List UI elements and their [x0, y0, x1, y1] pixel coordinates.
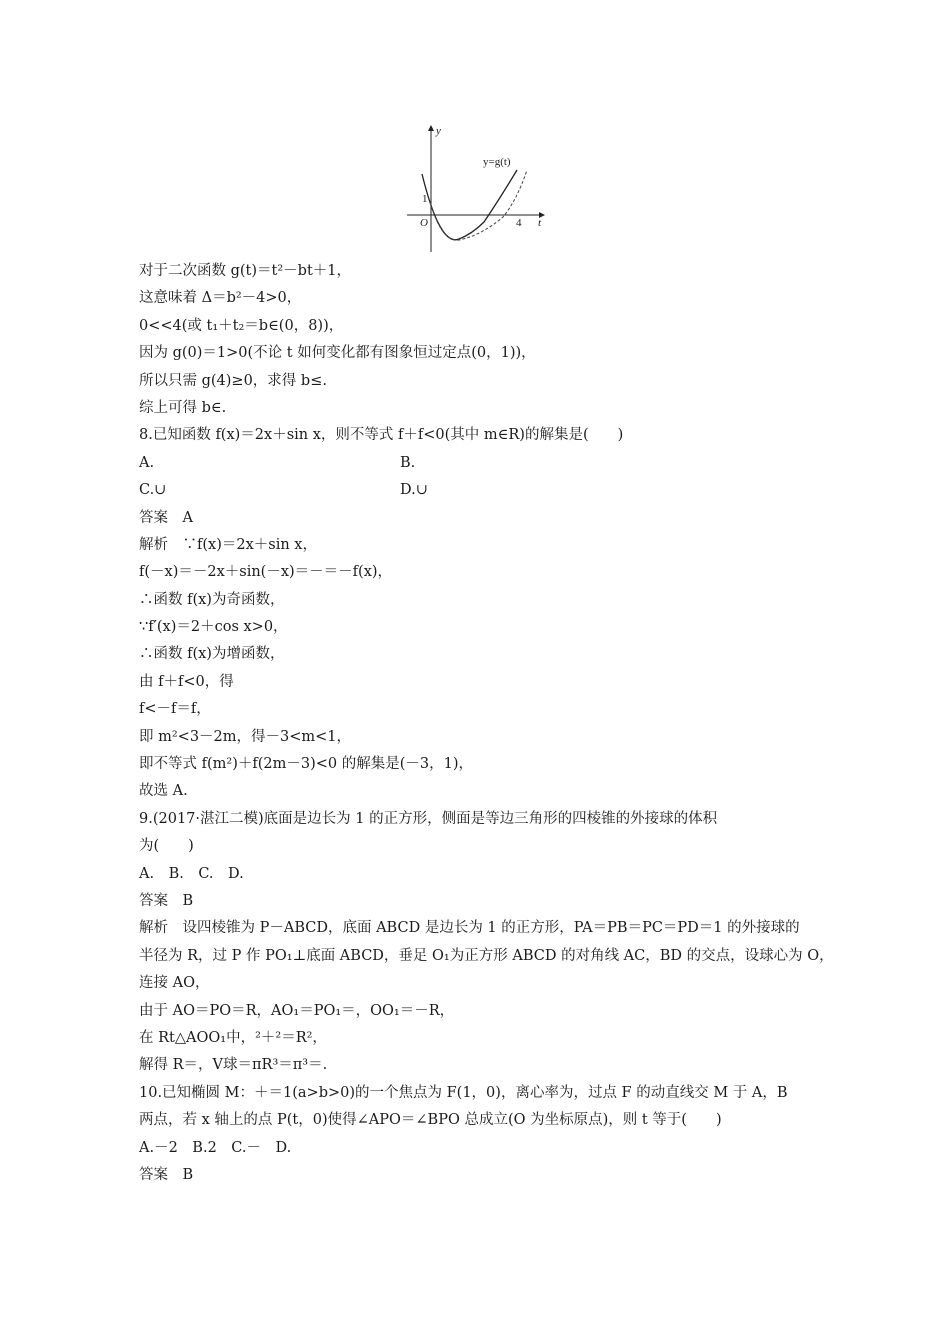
line-text: 为( ): [139, 838, 194, 855]
line-text: 解析 设四棱锥为 P－ABCD，底面 ABCD 是边长为 1 的正方形，PA＝PB＝PC＝PD＝1 的外接球的: [139, 920, 800, 937]
line-text: 在 Rt△AOO₁中，²＋²＝R²，: [139, 1029, 327, 1046]
option-d: D.∪: [400, 482, 428, 499]
text-line: [139, 696, 839, 723]
line-text: 答案 B: [139, 892, 194, 909]
text-line: [139, 340, 839, 367]
line-text: 9.(2017·湛江二模)底面是边长为 1 的正方形，侧面是等边三角形的四棱锥的外接球的体积: [139, 810, 718, 827]
document-body: [139, 258, 839, 1189]
line-text: 由于 AO＝PO＝R，AO₁＝PO₁＝，OO₁＝－R，: [139, 1002, 455, 1019]
y-axis-label: y: [436, 125, 441, 137]
graph-svg: [403, 122, 548, 257]
line-text: f<－f＝f，: [139, 701, 211, 718]
text-line: [139, 1107, 839, 1134]
line-text: 故选 A.: [139, 783, 188, 800]
text-line: [139, 1025, 839, 1052]
line-text: 对于二次函数 g(t)＝t²－bt＋1，: [139, 263, 352, 279]
line-text: 8.已知函数 f(x)＝2x＋sin x，则不等式 f＋f<0(其中 m∈R)的解集是( ): [139, 427, 624, 444]
line-text: 10.已知椭圆 M：＋＝1(a>b>0)的一个焦点为 F(1，0)，离心率为，过点 F 的动直线交 M 于 A，B: [139, 1084, 788, 1101]
text-line: [139, 614, 839, 641]
text-line: [139, 559, 839, 586]
option-c: C.∪: [139, 482, 167, 499]
curve-label: y=g(t): [483, 156, 511, 168]
line-text: 由 f＋f<0，得: [139, 673, 234, 690]
text-line: [139, 751, 839, 778]
options-row: [139, 1135, 839, 1162]
line-text: ∴函数 f(x)为增函数，: [139, 646, 285, 663]
line-text: 半径为 R，过 P 作 PO₁⊥底面 ABCD，垂足 O₁为正方形 ABCD 的对角线 AC，BD 的交点，设球心为 O，: [139, 947, 834, 964]
text-line: [139, 641, 839, 668]
tick-label-four: 4: [516, 217, 522, 229]
text-line: [139, 998, 839, 1025]
option-a: A.: [139, 454, 155, 471]
options-row: [139, 450, 839, 477]
line-text: 解得 R＝，V球＝πR³＝π³＝.: [139, 1057, 328, 1074]
line-text: 连接 AO，: [139, 975, 210, 992]
line-text: A.－2 B.2 C.－ D.: [139, 1139, 292, 1156]
question-9: [139, 806, 839, 833]
line-text: 答案 A: [139, 509, 193, 526]
text-line: [139, 258, 839, 285]
options-row: [139, 861, 839, 888]
text-line: [139, 395, 839, 422]
text-line: [139, 778, 839, 805]
line-text: ∴函数 f(x)为奇函数，: [139, 591, 285, 608]
x-axis-label: t: [538, 217, 542, 229]
option-b: B.: [400, 454, 416, 471]
text-line: [139, 669, 839, 696]
tick-label-one: 1: [422, 193, 428, 205]
text-line: [139, 970, 839, 997]
text-line: [139, 368, 839, 395]
options-row: [139, 477, 839, 504]
answer-line: [139, 888, 839, 915]
line-text: 两点，若 x 轴上的点 P(t，0)使得∠APO＝∠BPO 总成立(O 为坐标原点)，则 t 等于( ): [139, 1112, 722, 1129]
line-text: 即不等式 f(m²)＋f(2m－3)<0 的解集是(－3，1)，: [139, 756, 473, 773]
text-line: [139, 285, 839, 312]
text-line: [139, 943, 839, 970]
answer-line: [139, 1162, 839, 1189]
text-line: [139, 587, 839, 614]
text-line: [139, 313, 839, 340]
line-text: 这意味着 Δ＝b²－4>0，: [139, 290, 302, 307]
text-line: [139, 724, 839, 751]
line-text: 所以只需 g(4)≥0，求得 b≤.: [139, 372, 327, 389]
line-text: ∵f′(x)＝2＋cos x>0，: [139, 619, 288, 636]
line-text: 0<<4(或 t₁＋t₂＝b∈(0，8))，: [139, 317, 344, 334]
line-text: 答案 B: [139, 1166, 194, 1183]
answer-line: [139, 505, 839, 532]
solid-curve: [422, 170, 517, 240]
text-line: [139, 532, 839, 559]
parabola-figure: [403, 122, 548, 257]
question-8: [139, 422, 839, 449]
origin-label: O: [420, 217, 428, 229]
line-text: f(－x)＝－2x＋sin(－x)＝－＝－f(x)，: [139, 564, 393, 581]
line-text: 即 m²<3－2m，得－3<m<1，: [139, 728, 352, 745]
text-line: [139, 1052, 839, 1079]
text-line: [139, 833, 839, 860]
line-text: A. B. C. D.: [139, 865, 244, 882]
line-text: 综上可得 b∈.: [139, 399, 227, 416]
dashed-curve: [430, 170, 527, 240]
text-line: [139, 915, 839, 942]
line-text: 解析 ∵f(x)＝2x＋sin x，: [139, 536, 317, 553]
question-10: [139, 1080, 839, 1107]
line-text: 因为 g(0)＝1>0(不论 t 如何变化都有图象恒过定点(0，1))，: [139, 345, 536, 362]
